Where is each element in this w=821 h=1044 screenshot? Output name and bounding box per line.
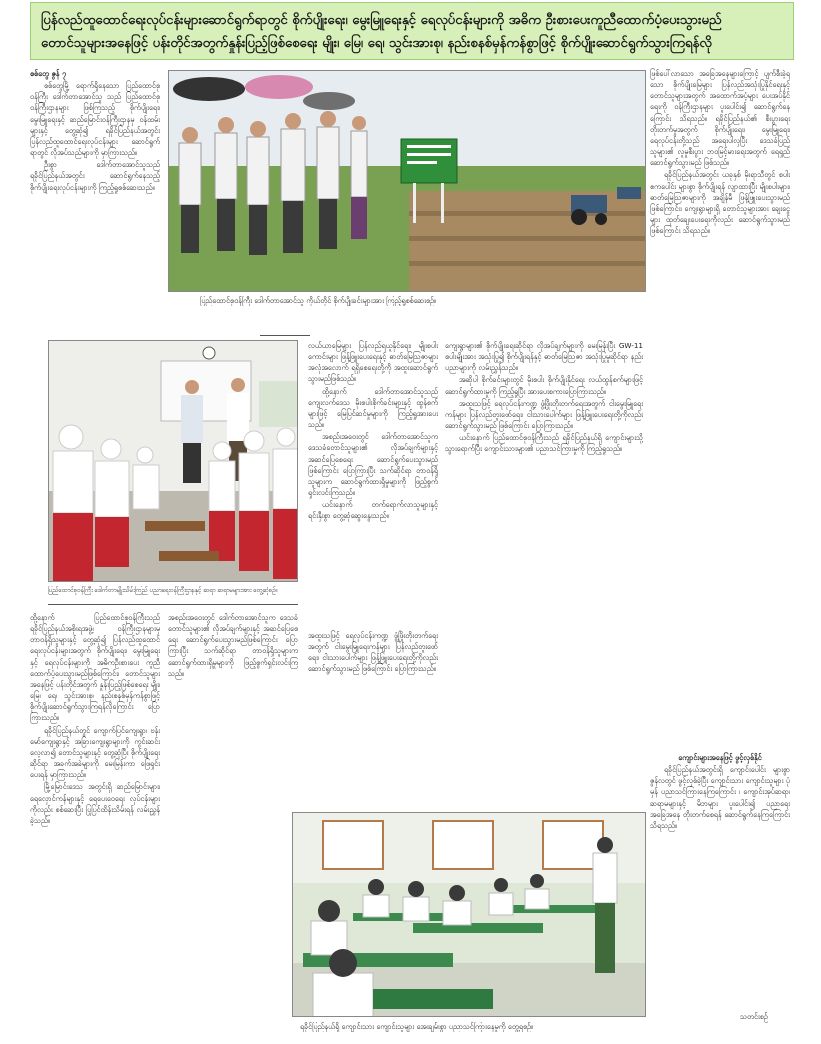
divider (260, 335, 310, 336)
paragraph: ကျေးရွာများ၏ စိုက်ပျိုးရေးဆိုင်ရာ လိုအပ်ချက်များကို မေးမြန်းပြီး GW-11 စပါးမျိုးအား အသုံးပြု၍ စိုက်ပျိုးရန်နှင့် ဓာတ်မြေဩဇာ အသုံးပြုမှုဆိုင်ရာ နည်းပညာများကို လမ်းညွှန်သည်။ (445, 341, 643, 373)
paragraph: ယင်းနောက် တက်ရောက်လာသူများနှင့် ရင်းနှီးစွာ တွေ့ဆုံဆွေးနွေးသည်။ (308, 500, 438, 521)
paragraph: အထူးသဖြင့် ရေလုပ်ငန်းကဏ္ဍ ဖွံ့ဖြိုးတိုးတက်ရေးအတွက် ငါးမွေးမြူရေးကန်များ ပြန်လည်တူးဖော်ရေး၊ ငါးသားပေါက်များ ဖြန့်ဖြူးပေးရေးတို့ကိုလည်း ဆောင်ရွက်သွားမည် ဖြစ်ကြောင်း ပြောကြားသည်။ (308, 631, 438, 674)
paragraph: အစည်းအဝေးတွင် ဒေါက်တာအောင်သူက ဒေသခံတောင်သူများ၏ လိုအပ်ချက်များနှင့် အဆင်ပြေစေရေး ဆောင်ရွက်ပေးသွားမည်ဖြစ်ကြောင်း ပြောကြားပြီး သက်ဆိုင်ရာ တာဝန်ရှိသူများက ဆောင်ရွက်ထားရှိမှုများကို ဖြည့်စွက်ရှင်းလင်းကြသည်။ (308, 432, 438, 498)
headline-line-1: ပြန်လည်ထူထောင်ရေးလုပ်ငန်းများဆောင်ရွက်ရာတွင် စိုက်ပျိုးရေး၊ မွေးမြူရေးနှင့် ရေလုပ်ငန်းများကို အဓိက ဦးစားပေးကူညီထောက်ပံ့ပေးသွားမည် (41, 13, 722, 28)
paragraph: ရခိုင်ပြည်နယ်အတွင်းရှိ ကျောင်းပေါင်း များစွာ ဇွန်လတွင် ဖွင့်လှစ်ခဲ့ပြီး ကျောင်းသား ကျောင်းသူများ ပုံမှန် ပညာသင်ကြားနေကြကြောင်း ၊ ကျောင်းအုပ်ဆရာ၊ ဆရာမများနှင့် မိဘများ ပူးပေါင်း၍ ပညာရေး အခြေအနေ တိုးတက်စေရန် ဆောင်ရွက်နေကြကြောင်း သိရသည်။ (650, 765, 790, 830)
column-3-top (445, 340, 643, 810)
photo-field-inspection (168, 70, 646, 292)
column-1-top (30, 68, 160, 373)
paragraph: ထို့နောက် ပြည်ထောင်စုဝန်ကြီးသည် ရခိုင်ပြည်နယ်အစိုးရအဖွဲ့၊ ဝန်ကြီးဌာနများမှ တာဝန်ရှိသူများနှင့် တွေ့ဆုံ၍ ပြန်လည်ထူထောင်ရေးလုပ်ငန်းများအတွက် စိုက်ပျိုးရေး၊ မွေးမြူရေးနှင့် ရေလုပ်ငန်းများကို အဓိကဦးစားပေး ကူညီထောက်ပံ့ပေးသွားမည်ဖြစ်ကြောင်း၊ တောင်သူများအနေဖြင့် ပန်းတိုင်အတွက် နှုန်းပြည့်ဖြစ်စေရေး မျိုး၊ မြေ၊ ရေ၊ သွင်းအားစု၊ နည်းစနစ်မှန်ကန်စွာဖြင့် စိုက်ပျိုးဆောင်ရွက်သွားကြရန်လိုကြောင်း ပြောကြားသည်။ (30, 613, 160, 723)
caption-photo-1: ပြည်ထောင်စုဝန်ကြီး ဒေါက်တာအောင်သူ ကိုယ်တိုင် စိုက်ပျိုးခင်းများအား ကြည့်ရှုစစ်ဆေးစဉ်။ (200, 296, 437, 305)
divider (48, 604, 298, 605)
paragraph: ရခိုင်ပြည်နယ်အတွင်း ယခုနှစ် မိုးရာသီတွင် စပါးဧကပေါင်း များစွာ စိုက်ပျိုးရန် လျာထားပြီး မျိုးစပါးများ၊ ဓာတ်မြေဩဇာများကို အချိန်မီ ဖြန့်ဖြူးပေးသွားမည်ဖြစ်ကြောင်း၊ ကျေးရွာများရှိ တောင်သူများအား ချေးငွေများ ထုတ်ချေးပေးရေးကိုလည်း ဆောင်ရွက်သွားမည်ဖြစ်ကြောင်း သိရသည်။ (650, 170, 790, 236)
caption-photo-3: ရခိုင်ပြည်နယ်ရှိ ကျောင်းသား ကျောင်းသူများ အေးချမ်းစွာ ပညာသင်ကြားနေမှုကို တွေ့ရစဉ်။ (300, 1022, 534, 1031)
byline: သတင်းစဉ် (740, 1012, 768, 1021)
photo-students-studying-image (293, 813, 646, 1017)
paragraph: ထို့နောက် ဒေါက်တာအောင်သူသည် ကျေးလက်ဒေသ မိုးစပါးစိုက်ခင်းများနှင့် ထွန်စက်များဖြင့် မြေပြင်ဆင်မှုများကို ကြည့်ရှုအားပေးသည်။ (308, 386, 438, 430)
photo-students-studying (292, 812, 646, 1017)
column-2-top (308, 340, 438, 625)
caption-photo-2: ပြည်ထောင်စုဝန်ကြီး ဒေါက်တာမျိုးသိမ်းကြည် ပညာရေးဝန်ကြီးဌာနနှင့် ဆရာ ဆရာမများအား တွေ့ဆုံစဉ်။ (48, 587, 278, 594)
photo-field-inspection-image (169, 71, 646, 292)
paragraph: စစ်တွေမြို့ ရောက်ရှိနေသော ပြည်ထောင်စုဝန်ကြီး ဒေါက်တာအောင်သူ သည် ပြည်ထောင်စုဝန်ကြီးဌာနများ ဖြစ်ကြသည့် စိုက်ပျိုးရေး၊ မွေးမြူရေးနှင့် ဆည်မြောင်းဝန်ကြီးဌာနမှ ဝန်ထမ်းများနှင့် တွေ့ဆုံ၍ ရခိုင်ပြည်နယ်အတွင်း ပြန်လည်ထူထောင်ရေးလုပ်ငန်းများ ဆောင်ရွက်ရာတွင် လိုအပ်သည်များကို မှာကြားသည်။ (30, 81, 160, 158)
paragraph: လယ်ယာမြေများ ပြန်လည်ရယူနိုင်ရေး၊ မျိုးစပါးကောင်းများ ဖြန့်ဖြူးပေးရေးနှင့် ဓာတ်မြေဩဇာများ အလုံအလောက် ရရှိစေရေးတို့ကို အထူးဆောင်ရွက်သွားမည်ဖြစ်သည်။ (308, 341, 438, 384)
paragraph: မြို့မြောင်းဒေသ အတွင်းရှိ ဆည်မြောင်းများ၊ ရေလှောင်ကန်များနှင့် ရေပေးဝေရေး လုပ်ငန်းများကိုလည်း စစ်ဆေးပြီး ပြုပြင်ထိန်းသိမ်းရန် လမ်းညွှန်ခဲ့သည်။ (30, 782, 160, 825)
column-1-bottom (30, 612, 160, 1037)
column-4-bottom (650, 752, 790, 1012)
dateline: စစ်တွေ ဇွန် ၇ (30, 69, 67, 78)
headline-line-2: တောင်သူများအနေဖြင့် ပန်းတိုင်အတွက်နှုန်းပြည့်ဖြစ်စေရေး မျိုး၊ မြေ၊ ရေ၊ သွင်းအားစု၊ နည်းစနစ်မှန်ကန်စွာဖြင့် စိုက်ပျိုးဆောင်ရွက်သွားကြရန်လို (41, 36, 712, 51)
paragraph: အဆိုပါ စိုက်ခင်းများတွင် မိုးစပါး စိုက်ပျိုးနိုင်ရေး လယ်ထွန်စက်များဖြင့် ဆောင်ရွက်ထားမှုကို ကြည့်ရှုပြီး အားပေးစကားပြောကြားသည်။ (445, 375, 643, 396)
paragraph: အထူးသဖြင့် ရေလုပ်ငန်းကဏ္ဍ ဖွံ့ဖြိုးတိုးတက်ရေးအတွက် ငါးမွေးမြူရေးကန်များ ပြန်လည်တူးဖော်ရေး၊ ငါးသားပေါက်များ ဖြန့်ဖြူးပေးရေးတို့ကိုလည်း ဆောင်ရွက်သွားမည် ဖြစ်ကြောင်း ပြောကြားသည်။ (445, 398, 643, 431)
column-2-bottom (168, 612, 298, 812)
paragraph: ယင်းနောက် ပြည်ထောင်စုဝန်ကြီးသည် ရခိုင်ပြည်နယ်ရှိ ကျောင်းများသို့ သွားရောက်ပြီး ကျောင်းသားများ၏ ပညာသင်ကြားမှုကို ကြည့်ရှုသည်။ (445, 433, 643, 454)
paragraph: ဦးစွာ ဒေါက်တာအောင်သူသည် ရခိုင်ပြည်နယ်အတွင်း ဆောင်ရွက်နေသည့် စိုက်ပျိုးရေးလုပ်ငန်းများကို ကြည့်ရှုစစ်ဆေးသည်။ (30, 160, 160, 192)
column-2b-bottom (308, 630, 438, 810)
photo-classroom-meeting-image (49, 341, 298, 582)
paragraph: အစည်းအဝေးတွင် ဒေါက်တာအောင်သူက ဒေသခံတောင်သူများ၏ လိုအပ်ချက်များနှင့် အဆင်ပြေစေရေး ဆောင်ရွက်ပေးသွားမည်ဖြစ်ကြောင်း ပြောကြားပြီး သက်ဆိုင်ရာ တာဝန်ရှိသူများက ဆောင်ရွက်ထားရှိမှုများကို ဖြည့်စွက်ရှင်းလင်းကြသည်။ (168, 613, 298, 678)
section-heading: ကျောင်းများအနေဖြင့် ဖွင့်လှစ်နိုင် (678, 753, 762, 762)
column-4-top (650, 68, 790, 548)
headline-banner (30, 2, 794, 60)
paragraph: ဖြစ်ပေါ်လာသော အခြေအနေများကြောင့် ပျက်စီးခဲ့ရသော စိုက်ပျိုးမြေများ ပြန်လည်အသုံးပြုနိုင်ရေးနှင့် တောင်သူများအတွက် အထောက်အပံ့များ ပေးအပ်နိုင်ရေးကို ဝန်ကြီးဌာနများ ပူးပေါင်း၍ ဆောင်ရွက်နေကြောင်း သိရသည်။ ရခိုင်ပြည်နယ်၏ စီးပွားရေး တိုးတက်မှုအတွက် စိုက်ပျိုးရေး၊ မွေးမြူရေး၊ ရေလုပ်ငန်းတို့သည် အရေးပါလှပြီး ဒေသခံပြည်သူများ၏ လူမှုစီးပွား ဘဝမြင့်မားရေးအတွက် ရေရှည် ဆောင်ရွက်သွားမည် ဖြစ်သည်။ (650, 69, 790, 168)
photo-classroom-meeting (48, 340, 298, 582)
paragraph: ရခိုင်ပြည်နယ်တွင် ကျောက်ပြင်ကျေးရွာ၊ ဗန်းမော်ကျေးရွာနှင့် အခြားကျေးရွာများကို ကွင်းဆင်းလေ့လာ၍ တောင်သူများနှင့် တွေ့ဆုံပြီး စိုက်ပျိုးရေးဆိုင်ရာ အခက်အခဲများကို မေးမြန်းကာ ဖြေရှင်းပေးရန် မှာကြားသည်။ (30, 725, 160, 780)
